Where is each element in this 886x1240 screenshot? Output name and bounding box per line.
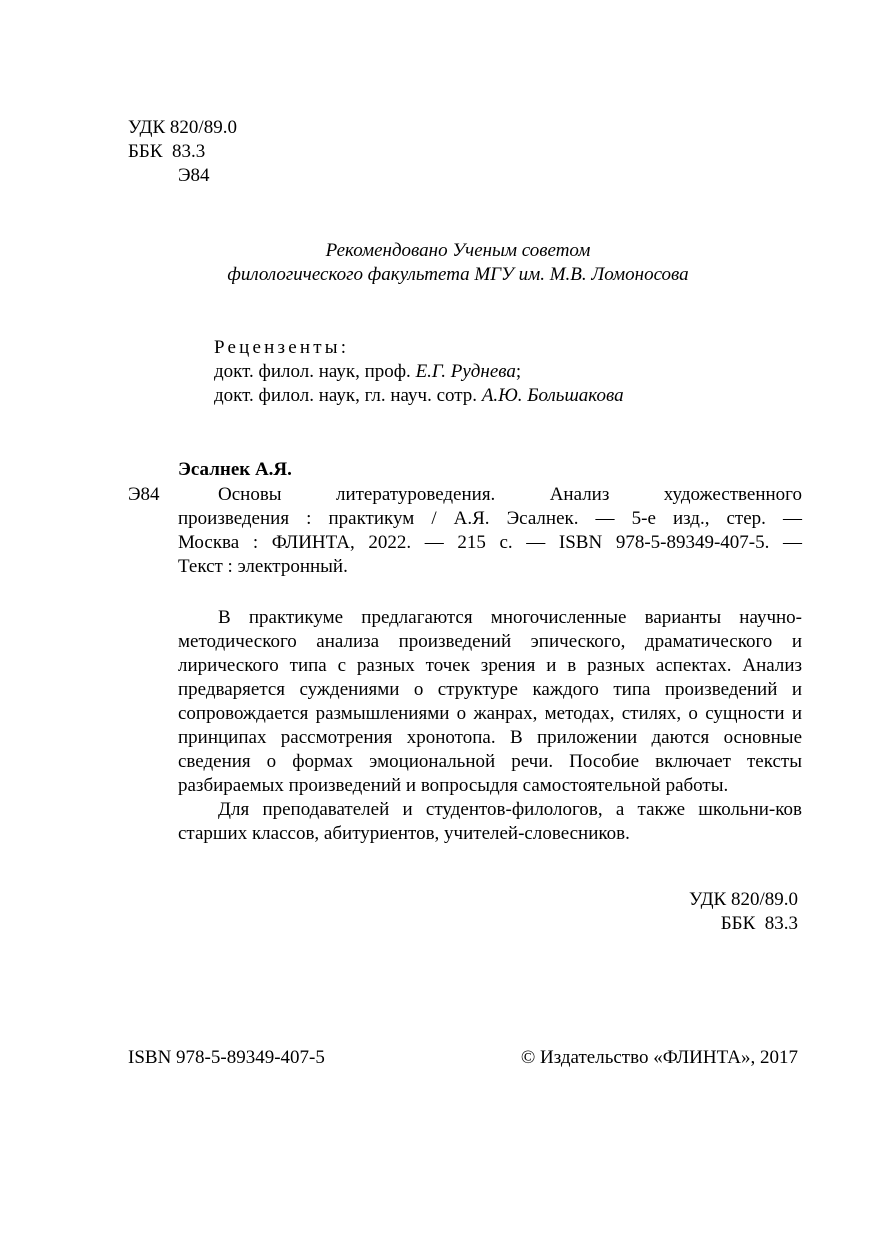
recommendation-line-1: Рекомендовано Ученым советом (325, 240, 591, 261)
udk-code: УДК 820/89.0 (128, 117, 237, 138)
abstract (178, 606, 802, 846)
reviewer-2-name: А.Ю. Большакова (481, 385, 624, 406)
abstract-paragraph-1: В практикуме предлагаются многочисленные варианты научно-методического анализа произведений эпического, драматического и лирического типа с разных точек зрения и в разных аспектах. Анализ предваряется суждениями о структуре каждого типа произведений и сопровождается размышлениями о жанрах, методах, стилях, о сущности и принципах рассмотрения хронотопа. В приложении даются основные сведения о формах эмоциональной речи. Пособие включает тексты разбираемых произведений и вопросыдля самостоятельной работы. (178, 607, 802, 796)
bib-line-2: произведения : практикум / А.Я. Эсалнек. — 5-е изд., стер. — (178, 508, 802, 529)
bib-line-4: Текст : электронный. (178, 556, 348, 577)
reviewer-1-title: докт. филол. наук, проф. (214, 361, 416, 382)
reviewers-block (214, 336, 624, 408)
reviewer-1-name: Е.Г. Руднева (415, 361, 516, 382)
abstract-paragraph-2: Для преподавателей и студентов-филологов, а также школьни-ков старших классов, абитуриентов, учителей-словесников. (178, 799, 802, 844)
classification-codes-bottom (560, 888, 798, 936)
classification-codes-top (128, 116, 237, 188)
bib-line-1: Основы литературоведения. Анализ художественного (218, 484, 802, 505)
author-sign: Э84 (178, 165, 210, 186)
author-heading: Эсалнек А.Я. (178, 459, 292, 480)
reviewer-1 (214, 360, 624, 384)
copyright: © Издательство «ФЛИНТА», 2017 (520, 1047, 798, 1068)
recommendation-line-2: филологического факультета МГУ им. М.В. Ломоносова (227, 264, 689, 285)
udk-code-bottom: УДК 820/89.0 (689, 889, 798, 910)
recommendation-statement (128, 239, 788, 287)
classmark: Э84 (128, 484, 160, 505)
reviewer-1-suffix: ; (515, 361, 522, 382)
bbk-code-bottom: ББК 83.3 (720, 913, 798, 934)
reviewers-heading: Рецензенты: (214, 337, 350, 358)
bibliographic-description (178, 483, 802, 579)
bib-line-3: Москва : ФЛИНТА, 2022. — 215 с. — ISBN 978-5-89349-407-5. — (178, 532, 802, 553)
isbn: ISBN 978-5-89349-407-5 (128, 1047, 325, 1068)
reviewer-2 (214, 384, 624, 408)
bbk-code: ББК 83.3 (128, 141, 206, 162)
reviewer-2-title: докт. филол. наук, гл. науч. сотр. (214, 385, 482, 406)
